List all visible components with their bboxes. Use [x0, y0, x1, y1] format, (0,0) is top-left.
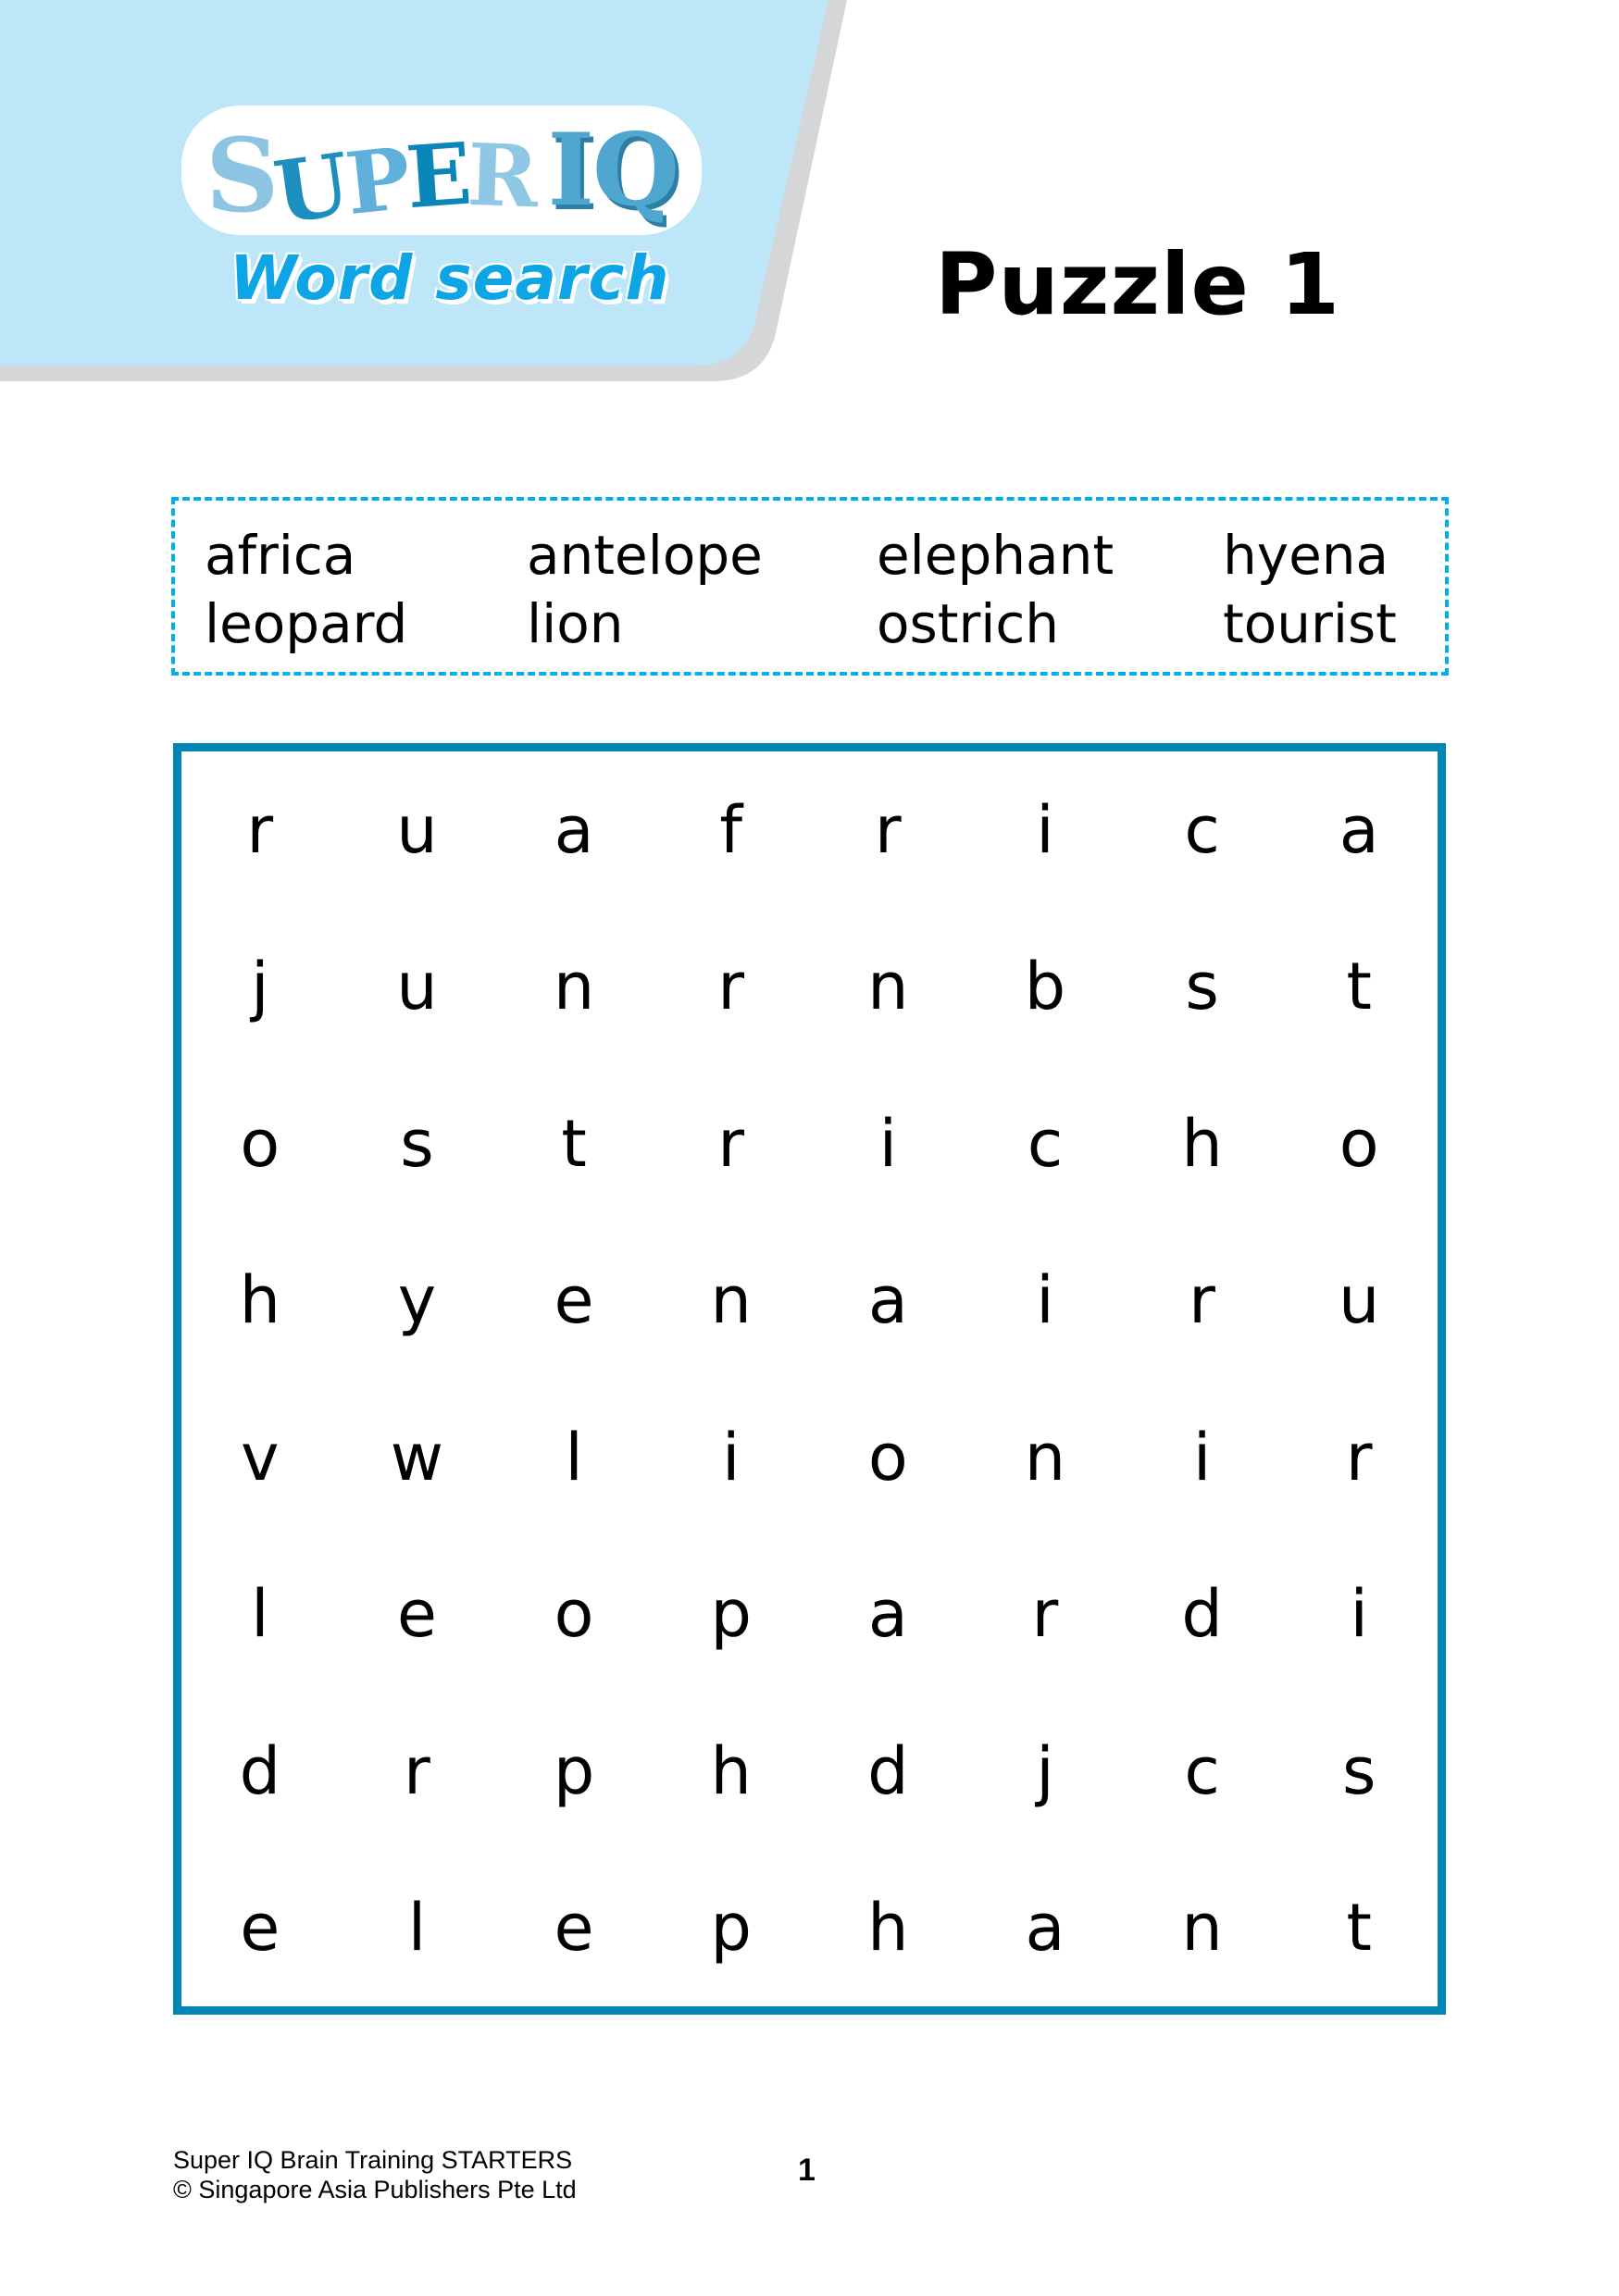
grid-cell[interactable]: i: [1036, 791, 1054, 868]
logo-super-text: [205, 116, 537, 243]
grid-cell[interactable]: s: [1185, 949, 1219, 1025]
super-iq-logo: [185, 109, 698, 243]
grid-cell[interactable]: u: [396, 791, 438, 868]
grid-cell[interactable]: l: [565, 1419, 583, 1496]
grid-cell[interactable]: p: [710, 1576, 752, 1653]
word-item: leopard: [205, 592, 408, 655]
logo-letter: P: [341, 128, 412, 235]
grid-cell[interactable]: c: [1027, 1105, 1064, 1182]
footer-copyright: © Singapore Asia Publishers Pte Ltd: [173, 2176, 577, 2203]
logo-letter: U: [268, 134, 353, 243]
grid-cell[interactable]: r: [717, 1105, 745, 1182]
grid-cell[interactable]: c: [1184, 791, 1220, 868]
grid-cell[interactable]: s: [400, 1105, 434, 1182]
grid-cell[interactable]: e: [554, 1262, 594, 1339]
grid-cell[interactable]: o: [554, 1576, 594, 1653]
page-number: 1: [798, 2153, 816, 2188]
grid-cell[interactable]: i: [721, 1419, 741, 1496]
logo-letter: S: [205, 116, 276, 235]
word-item: elephant: [877, 524, 1115, 587]
grid-cell[interactable]: a: [554, 791, 594, 868]
footer-credits: [173, 2145, 577, 2204]
grid-cell[interactable]: t: [561, 1105, 587, 1182]
word-item: tourist: [1223, 592, 1397, 655]
grid-cell[interactable]: n: [867, 949, 909, 1025]
page-title: Puzzle 1: [935, 235, 1340, 334]
grid-cell[interactable]: i: [1192, 1419, 1212, 1496]
grid-cell[interactable]: r: [404, 1732, 430, 1809]
grid-cell[interactable]: v: [241, 1419, 280, 1496]
grid-cell[interactable]: j: [251, 949, 269, 1025]
logo-iq-text: IQ: [547, 112, 679, 229]
logo-letter: E: [403, 123, 471, 229]
word-item: ostrich: [877, 592, 1060, 655]
grid-cell[interactable]: o: [867, 1419, 908, 1496]
grid-cell[interactable]: l: [407, 1890, 427, 1967]
grid-cell[interactable]: r: [1345, 1419, 1373, 1496]
grid-cell[interactable]: h: [1181, 1105, 1223, 1182]
grid-cell[interactable]: e: [240, 1890, 280, 1967]
word-item: lion: [527, 592, 624, 655]
grid-cell[interactable]: r: [1189, 1262, 1215, 1339]
grid-cell[interactable]: u: [1339, 1262, 1380, 1339]
grid-cell[interactable]: i: [1036, 1262, 1054, 1339]
grid-cell[interactable]: u: [396, 949, 438, 1025]
grid-cell[interactable]: n: [710, 1262, 752, 1339]
grid-cell[interactable]: p: [553, 1732, 595, 1809]
grid-cell[interactable]: j: [1036, 1732, 1054, 1809]
grid-cell[interactable]: h: [239, 1262, 280, 1339]
header-banner: [0, 0, 1619, 389]
word-search-grid-box: [173, 743, 1446, 2015]
grid-cell[interactable]: d: [239, 1732, 281, 1809]
grid-cell[interactable]: n: [1024, 1419, 1066, 1496]
grid-cell[interactable]: s: [1341, 1732, 1376, 1809]
grid-cell[interactable]: i: [1350, 1576, 1368, 1653]
grid-cell[interactable]: f: [719, 791, 743, 868]
grid-cell[interactable]: y: [397, 1262, 437, 1339]
grid-cell[interactable]: h: [867, 1890, 909, 1967]
word-item: antelope: [527, 524, 763, 587]
grid-cell[interactable]: p: [710, 1890, 752, 1967]
grid-cell[interactable]: w: [390, 1419, 444, 1496]
grid-cell[interactable]: a: [1025, 1890, 1065, 1967]
section-subtitle: Word search: [230, 242, 670, 314]
grid-cell[interactable]: b: [1024, 949, 1066, 1025]
grid-cell[interactable]: e: [396, 1576, 437, 1653]
word-search-grid: [181, 751, 1438, 2006]
footer-book-title: Super IQ Brain Training STARTERS: [173, 2146, 573, 2174]
grid-cell[interactable]: a: [867, 1262, 908, 1339]
grid-cell[interactable]: h: [710, 1732, 752, 1809]
grid-cell[interactable]: d: [1181, 1576, 1223, 1653]
word-item: hyena: [1223, 524, 1389, 587]
logo-letter: R: [466, 124, 537, 228]
grid-cell[interactable]: i: [878, 1105, 898, 1182]
grid-cell[interactable]: e: [554, 1890, 594, 1967]
grid-cell[interactable]: t: [1346, 1890, 1372, 1967]
grid-cell[interactable]: r: [717, 949, 745, 1025]
word-item: africa: [205, 524, 356, 587]
grid-cell[interactable]: a: [867, 1576, 908, 1653]
grid-cell[interactable]: t: [1346, 949, 1372, 1025]
grid-cell[interactable]: o: [1339, 1105, 1379, 1182]
grid-cell[interactable]: l: [251, 1576, 269, 1653]
grid-cell[interactable]: n: [553, 949, 595, 1025]
grid-cell[interactable]: c: [1184, 1732, 1220, 1809]
grid-cell[interactable]: r: [874, 791, 902, 868]
grid-cell[interactable]: o: [240, 1105, 280, 1182]
grid-cell[interactable]: d: [867, 1732, 909, 1809]
grid-cell[interactable]: r: [246, 791, 274, 868]
word-list-box: [171, 497, 1449, 676]
grid-cell[interactable]: r: [1031, 1576, 1059, 1653]
grid-cell[interactable]: a: [1339, 791, 1379, 868]
grid-cell[interactable]: n: [1181, 1890, 1223, 1967]
word-list: [205, 521, 1426, 658]
